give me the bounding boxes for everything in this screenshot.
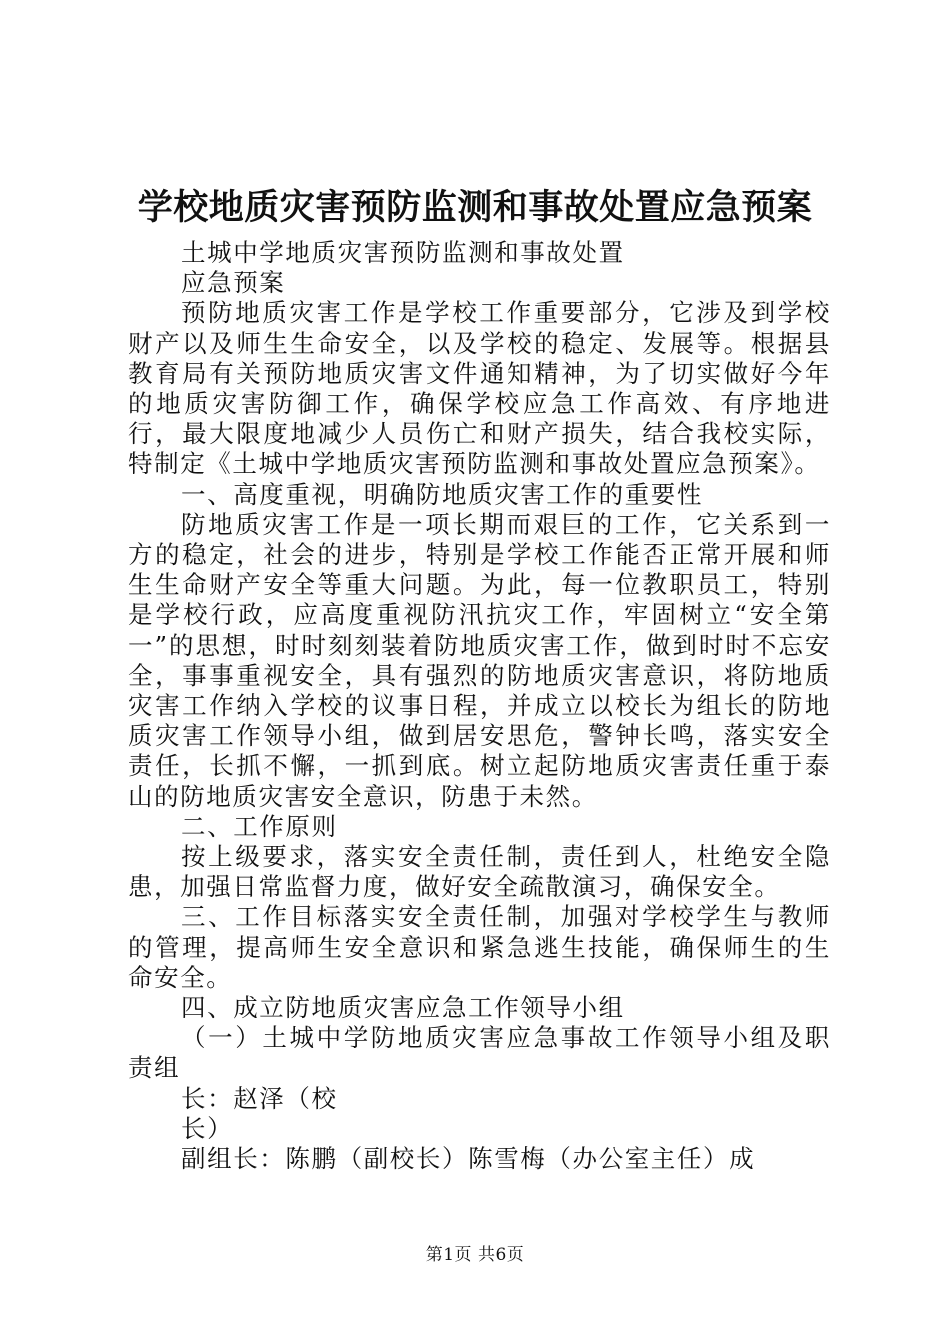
roster-line-2: 长） (181, 1113, 234, 1143)
paragraph-principles: 按上级要求，落实安全责任制，责任到人，杜绝安全隐患，加强日常监督力度，做好安全疏散演习，确保安全。 (128, 842, 831, 902)
paragraph-intro: 预防地质灾害工作是学校工作重要部分，它涉及到学校财产以及师生生命安全，以及学校的稳定、发展等。根据县教育局有关预防地质灾害文件通知精神，为了切实做好今年的地质灾害防御工作，确保学校应急工作高效、有序地进行，最大限度地减少人员伤亡和财产损失，结合我校实际，特制定《土城中学地质灾害预防监测和事故处置应急预案》。 (128, 298, 831, 479)
roster-line-1: 长：赵泽（校 (181, 1083, 338, 1113)
subsection-heading-1: （一）土城中学防地质灾害应急事故工作领导小组及职责组 (128, 1023, 831, 1083)
paragraph-goals: 三、工作目标落实安全责任制，加强对学校学生与教师的管理，提高师生安全意识和紧急逃生技能，确保师生的生命安全。 (128, 902, 831, 992)
roster-line-3: 副组长：陈鹏（副校长）陈雪梅（办公室主任）成 (181, 1144, 756, 1174)
section-heading-2: 二、工作原则 (181, 811, 338, 841)
document-body (128, 238, 831, 1174)
section-heading-1: 一、高度重视，明确防地质灾害工作的重要性 (181, 479, 703, 509)
document-title: 学校地质灾害预防监测和事故处置应急预案 (137, 187, 813, 228)
subtitle-line-2: 应急预案 (181, 268, 286, 298)
paragraph-importance: 防地质灾害工作是一项长期而艰巨的工作，它关系到一方的稳定，社会的进步，特别是学校工作能否正常开展和师生生命财产安全等重大问题。为此，每一位教职员工，特别是学校行政，应高度重视防汛抗灾工作，牢固树立“安全第一”的思想，时时刻刻装着防地质灾害工作，做到时时不忘安全，事事重视安全，具有强烈的防地质灾害意识，将防地质灾害工作纳入学校的议事日程，并成立以校长为组长的防地质灾害工作领导小组，做到居安思危，警钟长鸣，落实安全责任，长抓不懈，一抓到底。树立起防地质灾害责任重于泰山的防地质灾害安全意识，防患于未然。 (128, 509, 831, 811)
page-footer: 第1页 共6页 (425, 1245, 525, 1265)
subtitle-line-1: 土城中学地质灾害预防监测和事故处置 (181, 238, 625, 267)
section-heading-4: 四、成立防地质灾害应急工作领导小组 (181, 993, 625, 1023)
